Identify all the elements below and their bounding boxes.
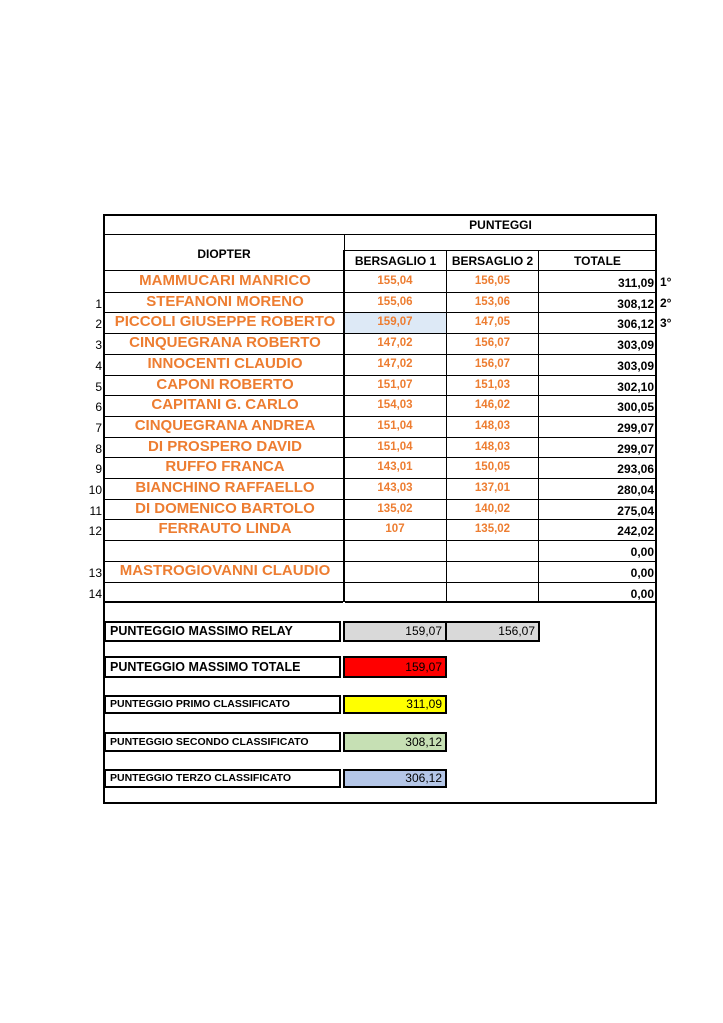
secondo-classificato-label: PUNTEGGIO SECONDO CLASSIFICATO [104, 732, 341, 752]
massimo-totale-value: 159,07 [343, 656, 447, 678]
bersaglio2-score: 137,01 [474, 482, 511, 494]
total-score: 0,00 [630, 587, 654, 601]
competitor-name: PICCOLI GIUSEPPE ROBERTO [114, 313, 336, 330]
row-number: 5 [95, 380, 102, 394]
terzo-classificato-label: PUNTEGGIO TERZO CLASSIFICATO [104, 769, 341, 788]
punteggi-header: PUNTEGGI [469, 218, 532, 232]
bersaglio2-score: 150,05 [474, 461, 511, 473]
row-number: 13 [88, 566, 102, 580]
row-number: 11 [89, 504, 102, 518]
column-divider [538, 250, 539, 602]
row-number: 14 [88, 587, 102, 601]
competitor-name: MAMMUCARI MANRICO [139, 272, 311, 289]
total-score: 299,07 [617, 421, 654, 435]
header-divider [104, 234, 657, 235]
bersaglio1-header: BERSAGLIO 1 [354, 254, 437, 268]
competitor-name: STEFANONI MORENO [146, 293, 304, 310]
total-score: 0,00 [630, 545, 654, 559]
total-score: 302,10 [617, 380, 654, 394]
column-divider [343, 250, 344, 602]
competitor-name: MASTROGIOVANNI CLAUDIO [119, 562, 331, 579]
competitor-name: BIANCHINO RAFFAELLO [135, 479, 315, 496]
totale-header: TOTALE [574, 254, 621, 268]
row-number: 9 [95, 462, 102, 476]
competitor-name: CAPITANI G. CARLO [151, 396, 299, 413]
bersaglio1-score: 143,03 [377, 482, 413, 494]
total-score: 300,05 [617, 400, 654, 414]
placement-label: 1° [660, 275, 672, 289]
total-score: 308,12 [617, 297, 654, 311]
competitor-name: CINQUEGRANA ANDREA [134, 417, 316, 434]
total-score: 275,04 [617, 504, 654, 518]
bersaglio2-score: 156,07 [474, 337, 511, 349]
primo-classificato-value: 311,09 [343, 695, 447, 714]
diopter-header: DIOPTER [197, 247, 251, 261]
total-score: 280,04 [617, 483, 654, 497]
competitor-name: DI PROSPERO DAVID [148, 438, 302, 455]
relay-label: PUNTEGGIO MASSIMO RELAY [104, 621, 341, 642]
bersaglio2-score: 135,02 [474, 523, 511, 535]
row-number: 1 [95, 297, 102, 311]
competitor-name: FERRAUTO LINDA [158, 520, 292, 537]
row-number: 2 [95, 317, 102, 331]
bersaglio2-score: 156,05 [474, 275, 511, 287]
bersaglio1-score: 154,03 [377, 399, 413, 411]
bersaglio1-score: 151,04 [377, 420, 413, 432]
bersaglio2-score: 148,03 [474, 420, 511, 432]
row-number: 7 [95, 421, 102, 435]
bersaglio1-score: 151,07 [377, 379, 413, 391]
bersaglio1-score: 155,04 [377, 275, 413, 287]
total-score: 0,00 [630, 566, 654, 580]
competitor-name: CAPONI ROBERTO [156, 376, 294, 393]
bersaglio1-score: 147,02 [377, 358, 413, 370]
primo-classificato-label: PUNTEGGIO PRIMO CLASSIFICATO [104, 695, 341, 714]
bersaglio2-score: 146,02 [474, 399, 511, 411]
competitor-name: RUFFO FRANCA [165, 458, 285, 475]
bersaglio1-score: 151,04 [377, 441, 413, 453]
competitor-name: CINQUEGRANA ROBERTO [129, 334, 321, 351]
row-number: 4 [95, 359, 102, 373]
row-number: 6 [95, 400, 102, 414]
placement-label: 3° [660, 316, 672, 330]
secondo-classificato-value: 308,12 [343, 732, 447, 752]
header-subdivider [345, 250, 657, 251]
row-number: 3 [95, 338, 102, 352]
bersaglio2-score: 140,02 [474, 503, 511, 515]
total-score: 306,12 [617, 317, 654, 331]
row-number: 10 [88, 483, 102, 497]
name-divider [105, 602, 343, 603]
relay-b1-value: 159,07 [343, 621, 447, 642]
competitor-name: INNOCENTI CLAUDIO [147, 355, 303, 372]
bersaglio1-score: 107 [385, 523, 405, 535]
row-number: 12 [88, 524, 102, 538]
bersaglio1-score: 135,02 [377, 503, 413, 515]
total-score: 303,09 [617, 359, 654, 373]
name-divider [105, 540, 343, 541]
bersaglio1-score: 147,02 [377, 337, 413, 349]
total-score: 242,02 [617, 524, 654, 538]
terzo-classificato-value: 306,12 [343, 769, 447, 788]
row-number: 8 [95, 442, 102, 456]
placement-label: 2° [660, 296, 672, 310]
total-score: 311,09 [617, 276, 654, 290]
bersaglio1-score: 155,06 [377, 296, 413, 308]
bersaglio2-score: 147,05 [474, 316, 511, 328]
bersaglio2-score: 153,06 [474, 296, 511, 308]
bersaglio2-score: 156,07 [474, 358, 511, 370]
bersaglio2-score: 151,03 [474, 379, 511, 391]
competitor-name: DI DOMENICO BARTOLO [135, 500, 315, 517]
name-divider [105, 582, 343, 583]
bersaglio1-score: 159,07 [377, 316, 413, 328]
total-score: 299,07 [617, 442, 654, 456]
summary-divider [104, 601, 657, 602]
relay-b2-value: 156,07 [445, 621, 540, 642]
bersaglio2-score: 148,03 [474, 441, 511, 453]
total-score: 303,09 [617, 338, 654, 352]
total-score: 293,06 [617, 462, 654, 476]
massimo-totale-label: PUNTEGGIO MASSIMO TOTALE [104, 656, 341, 678]
bersaglio1-score: 143,01 [377, 461, 413, 473]
bersaglio2-header: BERSAGLIO 2 [451, 254, 534, 268]
